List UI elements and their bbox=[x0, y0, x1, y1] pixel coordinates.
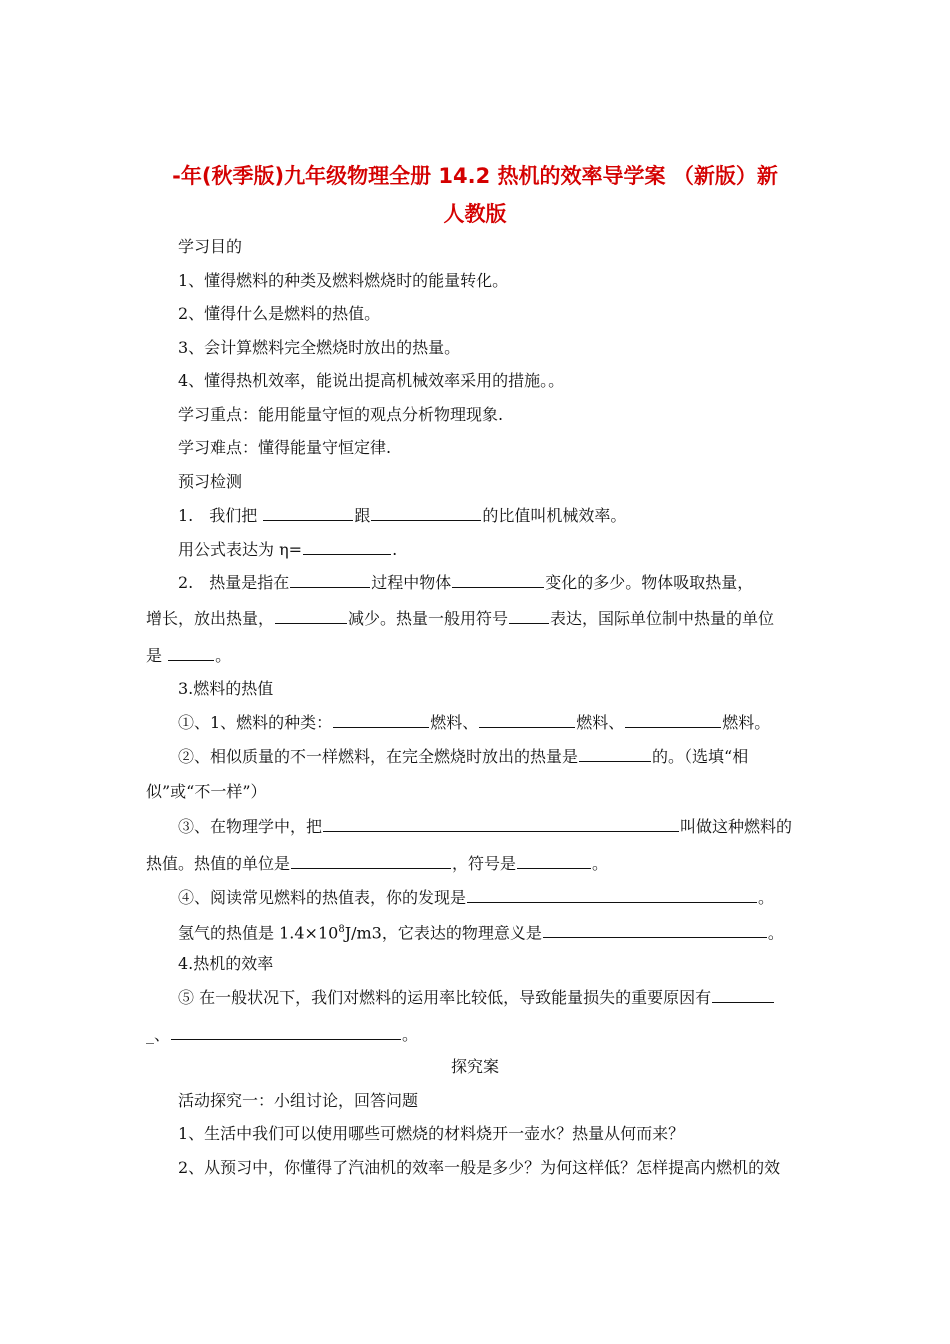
preview-heading: 预习检测 bbox=[178, 472, 243, 491]
q1-text: 跟 bbox=[354, 506, 371, 525]
formula-text: 用公式表达为 η= bbox=[178, 540, 303, 559]
question-3-2-cont: 似”或“不一样”） bbox=[146, 782, 267, 801]
q2-blank-3[interactable] bbox=[275, 607, 347, 624]
q1-blank-1[interactable] bbox=[263, 504, 353, 521]
q4-text: _、 bbox=[146, 1025, 171, 1044]
q2-blank-1[interactable] bbox=[290, 571, 370, 588]
q3-text: 。 bbox=[758, 888, 775, 907]
question-3-3 bbox=[178, 815, 792, 838]
q4-text: ⑤ 在一般状况下，我们对燃料的运用率比较低，导致能量损失的重要原因有 bbox=[178, 988, 712, 1007]
q2-blank-2[interactable] bbox=[452, 571, 544, 588]
q3-text: 。 bbox=[767, 923, 784, 943]
objective-item: 2、懂得什么是燃料的热值。 bbox=[178, 304, 381, 323]
q3-text: ①、1、燃料的种类： bbox=[178, 713, 333, 732]
q3-text: ②、相似质量的不一样燃料，在完全燃烧时放出的热量是 bbox=[178, 747, 579, 766]
document-title-line-2: 人教版 bbox=[443, 202, 507, 226]
q2-text: 减少。热量一般用符号 bbox=[348, 609, 509, 628]
q2-blank-4[interactable] bbox=[509, 607, 549, 624]
question-3-2 bbox=[178, 745, 748, 768]
question-3-4 bbox=[178, 886, 774, 909]
q2-text: 表达，国际单位制中热量的单位 bbox=[550, 609, 775, 628]
formula-text: . bbox=[392, 540, 398, 559]
document-title-line-1: -年(秋季版)九年级物理全册 14.2 热机的效率导学案 （新版）新 bbox=[172, 164, 778, 188]
q3-text: 氢气的热值是 1.4×10 bbox=[178, 923, 339, 943]
q2-text: 增长，放出热量， bbox=[146, 609, 275, 628]
q3-text: J/m3，它表达的物理意义是 bbox=[344, 923, 542, 943]
q2-text: 变化的多少。物体吸取热量， bbox=[545, 573, 754, 592]
inquiry-item: 1、生活中我们可以使用哪些可燃烧的材料烧开一壶水？热量从何而来？ bbox=[178, 1124, 685, 1143]
activity-heading: 活动探究一：小组讨论，回答问题 bbox=[178, 1091, 419, 1110]
question-1 bbox=[178, 504, 626, 527]
q3-text: 热值。热值的单位是 bbox=[146, 854, 291, 873]
q2-text: 。 bbox=[215, 646, 232, 665]
inquiry-item: 2、从预习中，你懂得了汽油机的效率一般是多少？为何这样低？怎样提高内燃机的效 bbox=[178, 1158, 781, 1177]
q3-text: 燃料、 bbox=[576, 713, 625, 732]
objectives-heading: 学习目的 bbox=[178, 237, 243, 256]
q3-text: 燃料。 bbox=[722, 713, 771, 732]
loss-reason-blank-1[interactable] bbox=[712, 986, 774, 1003]
q2-text: 过程中物体 bbox=[371, 573, 452, 592]
fuel-type-blank-1[interactable] bbox=[333, 711, 429, 728]
loss-reason-blank-2[interactable] bbox=[171, 1023, 401, 1040]
q1-text: 的比值叫机械效率。 bbox=[482, 506, 627, 525]
formula-blank[interactable] bbox=[303, 538, 391, 555]
q4-text: 。 bbox=[402, 1025, 419, 1044]
objective-item: 1、懂得燃料的种类及燃料燃烧时的能量转化。 bbox=[178, 271, 509, 290]
key-point: 学习重点：能用能量守恒的观点分析物理现象. bbox=[178, 405, 504, 424]
inquiry-heading: 探究案 bbox=[450, 1057, 499, 1076]
q3-text: 叫做这种燃料的 bbox=[680, 817, 793, 836]
finding-blank[interactable] bbox=[467, 886, 757, 903]
question-2-line-1 bbox=[178, 571, 753, 594]
heat-value-symbol-blank[interactable] bbox=[517, 852, 591, 869]
q2-blank-5[interactable] bbox=[168, 644, 214, 661]
question-3-5 bbox=[178, 919, 784, 944]
fuel-type-blank-2[interactable] bbox=[479, 711, 575, 728]
objective-item: 3、会计算燃料完全燃烧时放出的热量。 bbox=[178, 338, 461, 357]
question-2-line-3 bbox=[146, 644, 231, 667]
question-2-line-2 bbox=[146, 607, 774, 630]
question-1-formula bbox=[178, 538, 397, 561]
question-4-heading: 4.热机的效率 bbox=[178, 954, 274, 973]
question-3-heading: 3.燃料的热值 bbox=[178, 679, 274, 698]
fuel-type-blank-3[interactable] bbox=[625, 711, 721, 728]
question-4-cont bbox=[146, 1023, 418, 1046]
q2-text: 是 bbox=[146, 646, 163, 665]
exponent: 8 bbox=[338, 924, 345, 935]
q1-text: 1. 我们把 bbox=[178, 506, 258, 525]
heat-value-definition-blank[interactable] bbox=[323, 815, 679, 832]
q3-text: 。 bbox=[592, 854, 609, 873]
q2-text: 2. 热量是指在 bbox=[178, 573, 290, 592]
physical-meaning-blank[interactable] bbox=[543, 921, 767, 938]
q3-text: ③、在物理学中，把 bbox=[178, 817, 323, 836]
heat-value-unit-blank[interactable] bbox=[291, 852, 451, 869]
question-4 bbox=[178, 986, 775, 1009]
q3-text: ，符号是 bbox=[452, 854, 517, 873]
q3-text: 燃料、 bbox=[430, 713, 479, 732]
difficulty: 学习难点：懂得能量守恒定律. bbox=[178, 438, 392, 457]
objective-item: 4、懂得热机效率，能说出提高机械效率采用的措施。。 bbox=[178, 371, 565, 390]
q3-text: ④、阅读常见燃料的热值表，你的发现是 bbox=[178, 888, 467, 907]
question-3-3-cont bbox=[146, 852, 608, 875]
q1-blank-2[interactable] bbox=[371, 504, 481, 521]
heat-compare-blank[interactable] bbox=[579, 745, 651, 762]
question-3-1 bbox=[178, 711, 770, 734]
q3-text: 的。（选填“相 bbox=[652, 747, 749, 766]
